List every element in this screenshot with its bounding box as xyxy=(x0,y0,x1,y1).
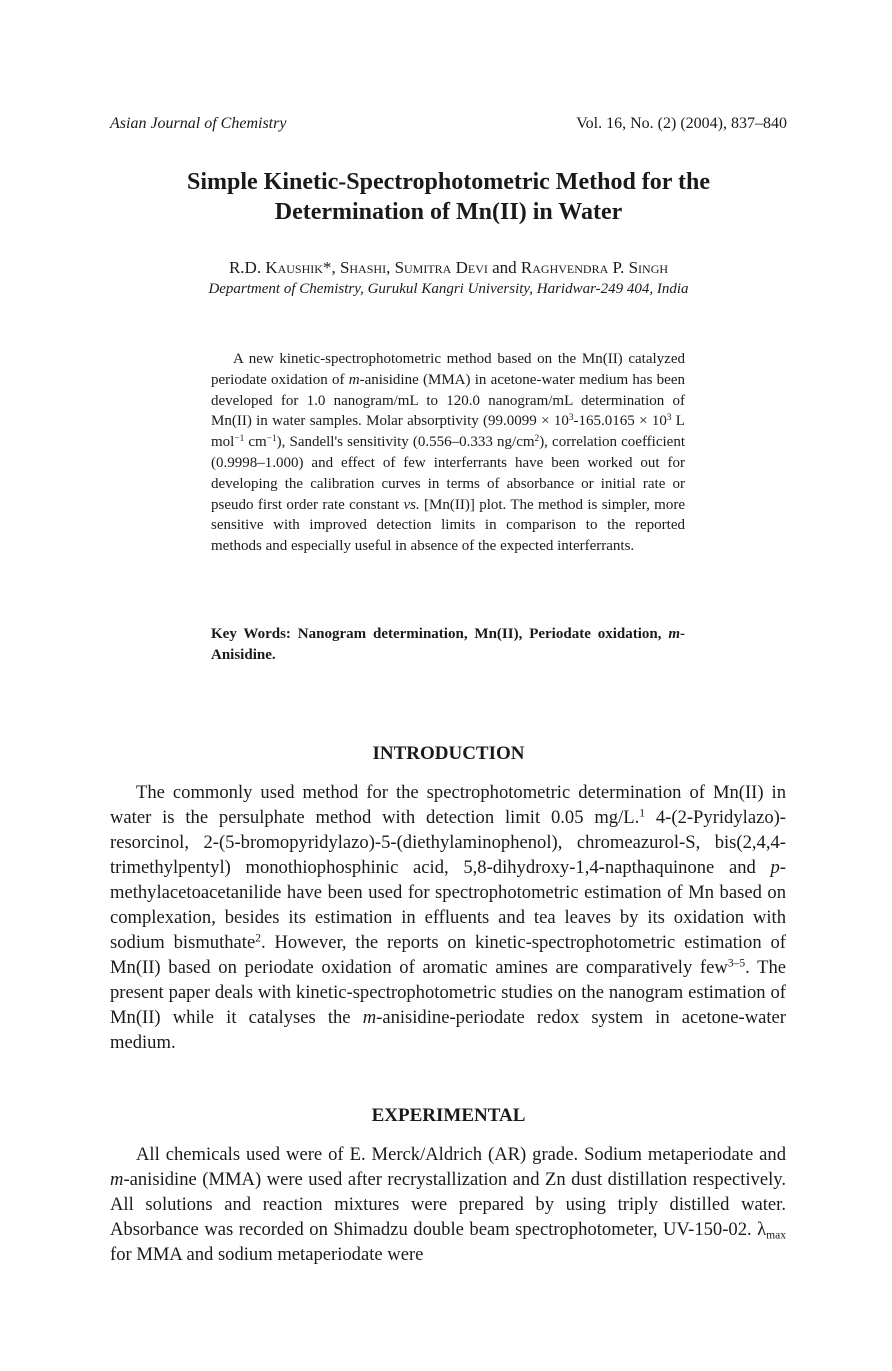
citation-ref: 1 xyxy=(639,807,646,820)
author-separator: and xyxy=(487,258,521,277)
exp-text: -anisidine (MMA) were used after recrystallization and Zn dust distillation respectively. All solutions and reaction mixtures were prepared by using triply distilled water. Absorbance was recorded on Shimadzu double beam spectrophotometer, UV-150-02. λ xyxy=(110,1169,786,1240)
abstract-text: cm xyxy=(244,434,267,451)
author-separator: , xyxy=(386,258,395,277)
journal-name: Asian Journal of Chemistry xyxy=(110,115,287,132)
exp-subscript: max xyxy=(766,1229,786,1242)
abstract-superscript: −1 xyxy=(234,434,245,445)
abstract-text: -anisidine (MMA) in acetone-water medium has been developed for 1.0 nanogram/mL to 120.0 nanogram/mL determination of Mn(II) in water samples. Molar absorptivity (99.0099 × 10 xyxy=(211,371,685,430)
abstract-text: [Mn(II)] plot. The method is simpler, more sensitive with improved detection limits in comparison to the reported methods and especially useful in absence of the expected interferrants. xyxy=(211,496,685,555)
abstract-italic: m xyxy=(348,371,360,388)
paper-title xyxy=(110,167,787,227)
abstract-italic: vs. xyxy=(403,496,420,513)
keywords xyxy=(211,624,685,666)
intro-text: -anisidine-periodate redox system in acetone-water medium. xyxy=(110,1007,787,1053)
abstract-superscript: 2 xyxy=(534,434,540,445)
citation-ref: 3–5 xyxy=(727,957,746,970)
author-4: Raghvendra P. Singh xyxy=(520,258,669,277)
experimental-paragraph xyxy=(110,1142,786,1267)
abstract xyxy=(211,349,685,557)
citation-ref: 2 xyxy=(255,932,261,945)
abstract-text: -165.0165 × 10 xyxy=(573,413,667,430)
intro-italic: p xyxy=(770,857,780,878)
abstract-text: L mol xyxy=(211,413,685,451)
title-line-1: Simple Kinetic-Spectrophotometric Method for the xyxy=(186,169,711,195)
author-3: Sumitra Devi xyxy=(394,258,488,277)
abstract-text: ), Sandell's sensitivity (0.556–0.333 ng/cm xyxy=(276,434,535,451)
abstract-text: A new kinetic-spectrophotometric method based on the Mn(II) catalyzed periodate oxidation of xyxy=(211,351,685,388)
keywords-italic: m xyxy=(668,626,681,642)
introduction-paragraph xyxy=(110,780,786,1055)
keywords-label: Key Words: xyxy=(211,626,291,642)
experimental-heading: EXPERIMENTAL xyxy=(371,1105,526,1126)
author-list xyxy=(110,256,787,279)
intro-text: 4-(2-Pyridylazo)-resorcinol, 2-(5-bromopyridylazo)-5-(diethylaminophenol), chromeazurol-S, bis(2,4,4-trimethylpentyl) monothiophosphinic acid, 5,8-dihydroxy-1,4-napthaquinone and xyxy=(110,807,786,878)
introduction-heading: INTRODUCTION xyxy=(372,743,525,764)
abstract-text: ), correlation coefficient (0.9998–1.000) and effect of few interferrants have been worked out for developing the calibration curves in terms of absorbance or initial rate or pseudo first order rate constant xyxy=(211,434,685,513)
intro-text: The commonly used method for the spectrophotometric determination of Mn(II) in water is the persulphate method with detection limit 0.05 mg/L. xyxy=(110,782,786,828)
keywords-text: -Anisidine. xyxy=(211,626,686,663)
exp-text: All chemicals used were of E. Merck/Aldrich (AR) grade. Sodium metaperiodate and xyxy=(136,1144,786,1165)
abstract-superscript: 3 xyxy=(568,413,574,424)
author-separator: , xyxy=(331,258,340,277)
intro-text: . However, the reports on kinetic-spectrophotometric estimation of Mn(II) based on periodate oxidation of aromatic amines are comparatively few xyxy=(110,932,786,978)
abstract-superscript: −1 xyxy=(266,434,277,445)
intro-text: -methylacetoacetanilide have been used for spectrophotometric estimation of Mn based on complexation, besides its estimation in effluents and tea leaves by its oxidation with sodium bismuthate xyxy=(110,857,786,953)
intro-italic: m xyxy=(362,1007,377,1028)
intro-text: . The present paper deals with kinetic-spectrophotometric studies on the nanogram estimation of Mn(II) while it catalyses the xyxy=(110,957,786,1028)
exp-text: for MMA and sodium metaperiodate were xyxy=(110,1244,424,1265)
title-line-2: Determination of Mn(II) in Water xyxy=(274,199,623,225)
author-2: Shashi xyxy=(339,258,387,277)
volume-info: Vol. 16, No. (2) (2004), 837–840 xyxy=(576,115,787,132)
author-1: R.D. Kaushik* xyxy=(228,258,332,277)
exp-italic: m xyxy=(110,1169,124,1190)
abstract-superscript: 3 xyxy=(666,413,672,424)
keywords-text: Nanogram determination, Mn(II), Periodate oxidation, xyxy=(290,626,669,642)
affiliation: Department of Chemistry, Gurukul Kangri University, Haridwar-249 404, India xyxy=(208,281,689,297)
